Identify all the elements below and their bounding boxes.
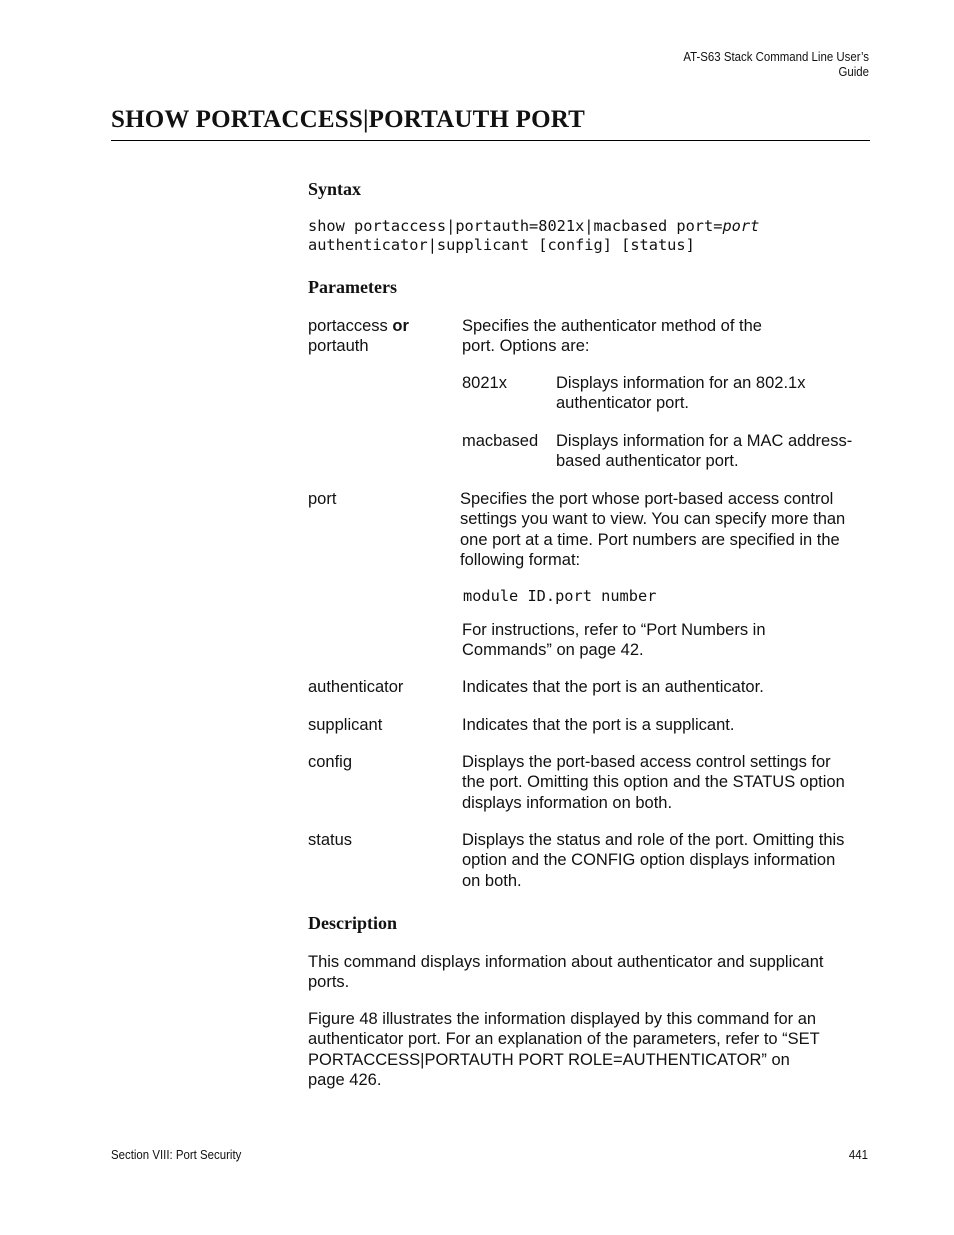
desc-line: Commands” on page 42. (462, 641, 644, 660)
desc-line: Specifies the port whose port-based access control (460, 490, 834, 508)
desc-line: Displays the status and role of the port. Omitting this (462, 831, 845, 849)
term-portaccess: portaccess (308, 317, 393, 335)
desc-line: Displays information for an 802.1x (556, 374, 806, 392)
param-supplicant-desc: Indicates that the port is a supplicant. (462, 716, 735, 734)
desc-line: Displays the port-based access control settings for (462, 753, 831, 771)
description-paragraph-1 (308, 952, 863, 993)
paragraph-line: page 426. (308, 1070, 382, 1089)
param-portaccess-desc (462, 316, 872, 357)
paragraph-line: ports. (308, 973, 350, 992)
option-macbased-desc (556, 431, 871, 472)
desc-line: option and the CONFIG option displays information (462, 851, 836, 870)
param-authenticator-term: authenticator (308, 678, 404, 696)
desc-line: on both. (462, 871, 522, 890)
page-title: SHOW PORTACCESS|PORTAUTH PORT (111, 106, 586, 133)
syntax-heading: Syntax (308, 179, 362, 199)
paragraph-line: authenticator port. For an explanation of the parameters, refer to “SET (308, 1030, 820, 1049)
syntax-command: show portaccess|portauth=8021x|macbased port= (308, 217, 723, 235)
term-portauth: portauth (308, 337, 369, 356)
param-config-desc (462, 752, 872, 813)
title-rule (111, 140, 870, 141)
paragraph-line: Figure 48 illustrates the information displayed by this command for an (308, 1010, 817, 1028)
desc-line: For instructions, refer to “Port Numbers in (462, 621, 766, 639)
term-or: or (392, 317, 409, 335)
paragraph-line: PORTACCESS|PORTAUTH PORT ROLE=AUTHENTICATOR” on (308, 1050, 790, 1069)
param-authenticator-desc: Indicates that the port is an authenticator. (462, 678, 764, 696)
syntax-port-variable: port (722, 217, 760, 235)
desc-line: following format: (460, 550, 581, 569)
desc-line: Displays information for a MAC address- (556, 432, 853, 450)
param-port-desc (460, 489, 872, 570)
running-header: AT-S63 Stack Command Line User’s Guide (683, 49, 869, 79)
desc-line: one port at a time. Port numbers are specified in the (460, 530, 840, 549)
param-config-term: config (308, 753, 353, 771)
desc-line: the port. Omitting this option and the STATUS option (462, 773, 845, 792)
option-macbased-term: macbased (462, 432, 539, 450)
param-status-desc (462, 830, 872, 891)
desc-line: displays information on both. (462, 793, 673, 812)
option-8021x-desc (556, 373, 871, 414)
description-paragraph-2 (308, 1009, 863, 1090)
port-reference (462, 620, 872, 661)
desc-line: based authenticator port. (556, 452, 739, 471)
footer-page-number: 441 (848, 1147, 868, 1162)
param-status-term: status (308, 831, 353, 849)
desc-line: settings you want to view. You can specify more than (460, 510, 846, 529)
desc-line: port. Options are: (462, 337, 590, 356)
option-8021x-term: 8021x (462, 374, 507, 392)
desc-line: Specifies the authenticator method of the (462, 317, 762, 335)
desc-line: authenticator port. (556, 394, 689, 413)
parameters-heading: Parameters (308, 277, 397, 297)
footer-section: Section VIII: Port Security (111, 1147, 242, 1162)
param-port-term: port (308, 490, 337, 508)
syntax-line-2: authenticator|supplicant [config] [status] (308, 236, 695, 254)
paragraph-line: This command displays information about authenticator and supplicant (308, 953, 824, 971)
param-portaccess-term (308, 316, 458, 357)
syntax-line-1 (308, 217, 759, 237)
port-format-code: module ID.port number (463, 587, 657, 605)
description-heading: Description (308, 913, 397, 933)
param-supplicant-term: supplicant (308, 716, 383, 734)
